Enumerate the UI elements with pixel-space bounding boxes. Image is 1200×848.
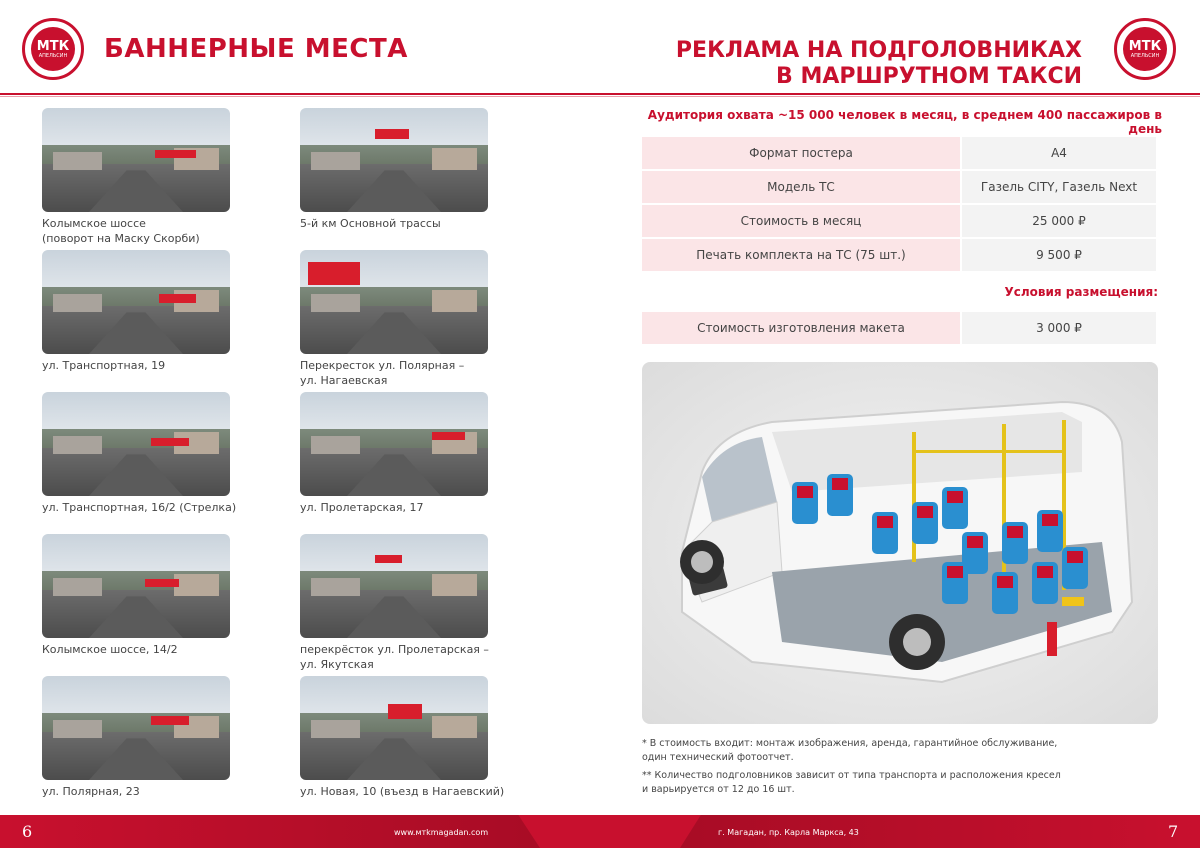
minibus-cutaway-image [642,362,1158,724]
photo-caption: 5-й км Основной трассы [300,217,441,230]
pricing-row [642,205,1156,237]
billboard-placeholder [375,555,401,563]
header-divider-thin [0,96,1200,97]
headrest-ad-icon [1037,566,1053,578]
headrest-ad-icon [877,516,893,528]
billboard-placeholder [151,438,189,446]
photo-caption: ул. Новая, 10 (въезд в Нагаевский) [300,785,505,798]
logo-sub-text: АПЕЛЬСИН [1130,52,1160,59]
headrest-ad-icon [997,576,1013,588]
logo-main-text: МТК [36,38,70,54]
page-title-right [642,38,1082,90]
headrest-ad-icon [947,491,963,503]
page-title-left: БАННЕРНЫЕ МЕСТА [104,34,408,64]
banner-location-photo [300,108,488,212]
footer-address: г. Магадан, пр. Карла Маркса, 43 [718,828,859,837]
pricing-row [642,239,1156,271]
header-divider [0,93,1200,95]
headrest-ad-icon [797,486,813,498]
audience-text: Аудитория охвата ~15 000 человек в месяц, в среднем 400 пассажиров в день [647,108,1162,136]
condition-label: Стоимость изготовления макета [642,312,962,344]
company-logo-left [22,18,84,80]
pricing-label: Формат постера [642,137,962,169]
pricing-value: А4 [962,137,1156,169]
billboard-placeholder [432,432,466,440]
headrest-ad-icon [1042,514,1058,526]
headrest-ad-icon [917,506,933,518]
billboard-placeholder [159,294,197,303]
billboard-placeholder [151,716,189,725]
condition-row [642,312,1156,344]
headrest-ad-icon [967,536,983,548]
photo-caption: ул. Транспортная, 16/2 (Стрелка) [42,501,237,514]
billboard-placeholder [145,579,179,587]
billboard-placeholder [375,129,409,139]
billboard-placeholder [155,150,196,158]
footnote: ** Количество подголовников зависит от типа транспорта и расположения кресел и варьируется от 12 до 16 шт. [642,770,1061,795]
page-number-left: 6 [22,822,33,841]
title-right-line1: РЕКЛАМА НА ПОДГОЛОВНИКАХ [675,38,1082,63]
photo-caption: перекрёсток ул. Пролетарская – ул. Якутская [300,643,489,671]
banner-location-photo [42,250,230,354]
photo-caption: ул. Транспортная, 19 [42,359,166,372]
banner-location-photo [300,250,488,354]
photo-caption: Колымское шоссе (поворот на Маску Скорби) [42,217,200,245]
billboard-placeholder [308,262,361,285]
pricing-value: 9 500 ₽ [962,239,1156,271]
banner-location-photo [300,392,488,496]
banner-location-photo [42,392,230,496]
headrest-ad-icon [1007,526,1023,538]
banner-location-photo [300,676,488,780]
headrest-ad-icon [947,566,963,578]
company-logo-right [1114,18,1176,80]
pricing-value: Газель CITY, Газель Next [962,171,1156,203]
conditions-title: Условия размещения: [1004,285,1158,299]
headrest-ad-icon [1067,551,1083,563]
headrest-ad-icon [832,478,848,490]
banner-location-photo [42,676,230,780]
pricing-label: Печать комплекта на ТС (75 шт.) [642,239,962,271]
footnote: * В стоимость входит: монтаж изображения, аренда, гарантийное обслуживание, один технический фотоотчет. [642,738,1058,763]
pricing-row [642,171,1156,203]
footer-website-link[interactable]: www.мтkmagadan.com [394,828,489,837]
billboard-placeholder [388,704,422,719]
banner-location-photo [42,534,230,638]
photo-caption: ул. Полярная, 23 [42,785,140,798]
page-number-right: 7 [1168,822,1179,841]
condition-value: 3 000 ₽ [962,312,1156,344]
photo-caption: ул. Пролетарская, 17 [300,501,424,514]
banner-location-photo [300,534,488,638]
logo-main-text: МТК [1128,38,1162,54]
logo-sub-text: АПЕЛЬСИН [38,52,68,59]
photo-caption: Перекресток ул. Полярная – ул. Нагаевская [300,359,465,387]
pricing-row [642,137,1156,169]
pricing-label: Модель ТС [642,171,962,203]
title-right-line2: В МАРШРУТНОМ ТАКСИ [776,64,1082,89]
photo-caption: Колымское шоссе, 14/2 [42,643,178,656]
pricing-value: 25 000 ₽ [962,205,1156,237]
banner-location-photo [42,108,230,212]
pricing-label: Стоимость в месяц [642,205,962,237]
minibus-illustration [642,362,1158,724]
